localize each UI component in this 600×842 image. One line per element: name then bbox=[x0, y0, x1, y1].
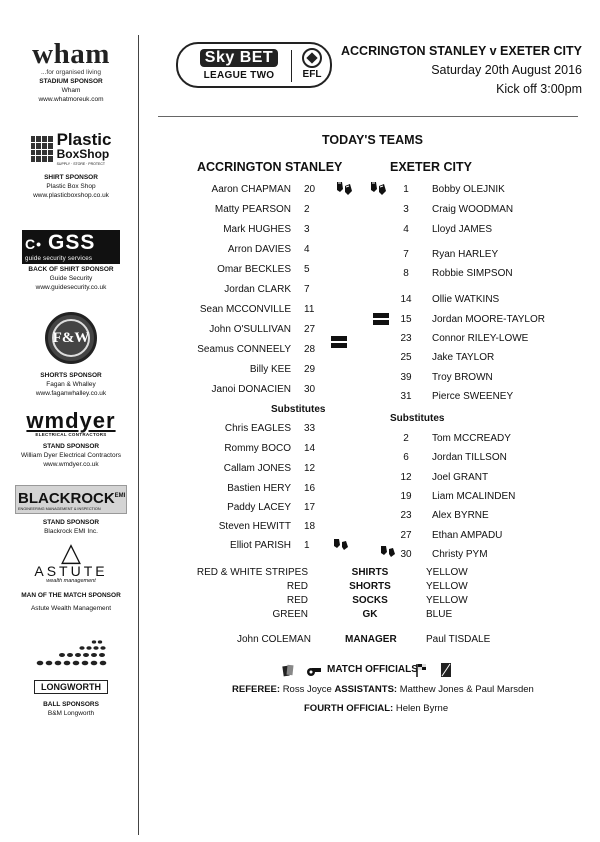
sponsor-wm-dyer: wmdyer ELECTRICAL CONTRACTORS STAND SPONSOR William Dyer Electrical Contractors www.wmdyer.co.uk bbox=[8, 410, 134, 468]
home-player-number: 7 bbox=[304, 284, 310, 295]
away-player-name: Pierce SWEENEY bbox=[432, 391, 514, 402]
home-kit-shorts: RED bbox=[286, 581, 308, 592]
away-sub-number: 30 bbox=[400, 549, 412, 560]
away-player-name: Lloyd JAMES bbox=[432, 224, 493, 235]
away-player-name: Connor RILEY-LOWE bbox=[432, 333, 529, 344]
match-date: Saturday 20th August 2016 bbox=[431, 63, 582, 77]
home-player-number: 28 bbox=[304, 344, 316, 355]
assistants-names: Matthew Jones & Paul Marsden bbox=[399, 684, 534, 695]
sponsor-plastic-box-shop bbox=[8, 132, 134, 199]
gss-logo: C• GSS guide security services bbox=[22, 230, 120, 264]
away-player-number: 25 bbox=[400, 352, 412, 363]
sponsor-url[interactable]: www.guidesecurity.co.uk bbox=[35, 284, 107, 291]
away-team-name: EXETER CITY bbox=[390, 160, 472, 174]
home-sub-number: 18 bbox=[304, 521, 316, 532]
home-sub-number: 33 bbox=[304, 423, 316, 434]
away-sub-name: Alex BYRNE bbox=[432, 510, 489, 521]
away-player-number: 1 bbox=[403, 184, 409, 195]
sponsor-role: STADIUM SPONSOR bbox=[39, 78, 103, 85]
away-player-number: 31 bbox=[400, 391, 412, 402]
armband-icon bbox=[373, 313, 389, 325]
sponsor-astute: △ ASTUTE wealth management MAN OF THE MATCH SPONSOR Astute Wealth Management bbox=[8, 542, 134, 612]
wham-logo: wham bbox=[32, 38, 110, 70]
match-kickoff: Kick off 3:00pm bbox=[496, 82, 582, 96]
home-player-name: Mark HUGHES bbox=[223, 224, 291, 235]
sponsor-url[interactable]: www.whatmoreuk.com bbox=[38, 96, 104, 103]
gloves-icon bbox=[368, 180, 388, 198]
sponsor-longworth bbox=[8, 638, 134, 717]
home-player-number: 3 bbox=[304, 224, 310, 235]
away-player-number: 23 bbox=[400, 333, 412, 344]
armband-icon bbox=[331, 336, 347, 348]
league-name: LEAGUE TWO bbox=[203, 70, 275, 81]
skybet-league-two-logo bbox=[176, 42, 332, 88]
sidebar-divider bbox=[138, 35, 139, 835]
sponsor-wham bbox=[8, 40, 134, 103]
sponsor-name: B&M Longworth bbox=[47, 710, 95, 717]
sponsor-name: Wham bbox=[61, 87, 81, 94]
home-player-number: 2 bbox=[304, 204, 310, 215]
kit-label-socks: SOCKS bbox=[352, 595, 388, 606]
sponsor-fagan-whalley bbox=[8, 312, 134, 397]
home-player-number: 27 bbox=[304, 324, 316, 335]
longworth-logo: LONGWORTH bbox=[34, 680, 108, 694]
away-player-number: 15 bbox=[400, 314, 412, 325]
sponsor-role: SHIRT SPONSOR bbox=[44, 174, 98, 181]
sponsor-name: William Dyer Electrical Contractors bbox=[20, 452, 122, 459]
home-sub-number: 17 bbox=[304, 502, 316, 513]
sponsor-role: STAND SPONSOR bbox=[42, 519, 100, 526]
away-sub-number: 27 bbox=[400, 530, 412, 541]
skybet-badge: Sky BET bbox=[200, 49, 278, 67]
away-player-number: 39 bbox=[400, 372, 412, 383]
sponsor-role: STAND SPONSOR bbox=[42, 443, 100, 450]
sponsor-name: Plastic Box Shop bbox=[46, 183, 96, 190]
home-player-number: 30 bbox=[304, 384, 316, 395]
sponsor-role: SHORTS SPONSOR bbox=[40, 372, 102, 379]
away-player-name: Jordan MOORE-TAYLOR bbox=[432, 314, 545, 325]
home-player-name: Seamus CONNEELY bbox=[197, 344, 291, 355]
sponsor-blackrock bbox=[8, 485, 134, 535]
home-player-name: Matty PEARSON bbox=[214, 204, 291, 215]
astute-triangle-icon: △ bbox=[61, 538, 81, 568]
manager-label: MANAGER bbox=[345, 634, 397, 645]
home-player-name: John O'SULLIVAN bbox=[209, 324, 291, 335]
match-title: ACCRINGTON STANLEY v EXETER CITY bbox=[340, 44, 582, 58]
home-sub-name: Chris EAGLES bbox=[224, 423, 291, 434]
gloves-icon bbox=[334, 180, 354, 198]
kit-label-shorts: SHORTS bbox=[349, 581, 391, 592]
fagan-whalley-seal-icon: F&W bbox=[45, 312, 97, 364]
referee-label: REFEREE: bbox=[232, 684, 281, 695]
home-player-name: Jordan CLARK bbox=[224, 284, 291, 295]
sponsor-guide-security bbox=[8, 230, 134, 291]
home-player-name: Billy KEE bbox=[249, 364, 291, 375]
sponsor-name: Astute Wealth Management bbox=[30, 605, 112, 612]
home-player-number: 11 bbox=[304, 304, 315, 315]
sponsor-name: Guide Security bbox=[49, 275, 93, 282]
away-sub-number: 12 bbox=[400, 472, 412, 483]
kit-label-shirts: SHIRTS bbox=[351, 567, 389, 578]
fourth-official-name: Helen Byrne bbox=[395, 703, 449, 714]
gloves-icon bbox=[379, 544, 397, 560]
home-substitutes-title: Substitutes bbox=[271, 404, 326, 415]
away-sub-name: Tom MCCREADY bbox=[432, 433, 511, 444]
efl-logo: EFL bbox=[296, 48, 328, 80]
home-sub-number: 14 bbox=[304, 443, 316, 454]
wham-tagline: ...for organised living bbox=[41, 69, 101, 76]
away-player-name: Bobby OLEJNIK bbox=[432, 184, 505, 195]
home-kit-socks: RED bbox=[286, 595, 308, 606]
away-player-number: 8 bbox=[403, 268, 409, 279]
board-icon bbox=[440, 662, 452, 678]
home-player-number: 4 bbox=[304, 244, 310, 255]
sponsor-name: Fagan & Whalley bbox=[46, 381, 96, 388]
away-player-number: 14 bbox=[400, 294, 412, 305]
plastic-box-shop-logo: Plastic BoxShop SUPPLY · STORE · PROTECT bbox=[8, 132, 134, 166]
sponsor-role: BALL SPONSORS bbox=[43, 701, 99, 708]
away-sub-number: 2 bbox=[403, 433, 409, 444]
away-sub-name: Ethan AMPADU bbox=[432, 530, 503, 541]
sponsor-url[interactable]: www.wmdyer.co.uk bbox=[43, 461, 99, 468]
referee-line bbox=[232, 684, 534, 695]
away-kit-socks: YELLOW bbox=[426, 595, 468, 606]
away-sub-name: Jordan TILLSON bbox=[432, 452, 507, 463]
box-grid-icon bbox=[31, 136, 53, 162]
home-player-name: Aaron CHAPMAN bbox=[211, 184, 291, 195]
home-kit-gk: GREEN bbox=[272, 609, 308, 620]
gloves-icon bbox=[332, 537, 350, 553]
home-sub-name: Bastien HERY bbox=[227, 483, 291, 494]
away-kit-shirts: YELLOW bbox=[426, 567, 468, 578]
away-sub-name: Christy PYM bbox=[432, 549, 488, 560]
whistle-icon bbox=[306, 665, 322, 677]
home-sub-name: Callam JONES bbox=[223, 463, 291, 474]
astute-logo: ASTUTE bbox=[34, 563, 108, 579]
away-player-name: Ollie WATKINS bbox=[432, 294, 500, 305]
away-player-name: Jake TAYLOR bbox=[432, 352, 495, 363]
home-kit-shirts: RED & WHITE STRIPES bbox=[196, 567, 308, 578]
home-player-name: Arron DAVIES bbox=[227, 244, 291, 255]
away-kit-gk: BLUE bbox=[426, 609, 453, 620]
home-player-number: 5 bbox=[304, 264, 310, 275]
wmdyer-logo: wmdyer bbox=[26, 408, 116, 433]
home-player-name: Omar BECKLES bbox=[217, 264, 291, 275]
kit-label-gk: GK bbox=[362, 609, 378, 620]
away-sub-name: Joel GRANT bbox=[432, 472, 489, 483]
blackrock-logo: $BLACKROCK^{EMI}$ ENGINEERING MANAGEMENT & INSPECTION bbox=[15, 485, 127, 514]
fourth-official-line bbox=[304, 703, 448, 714]
away-player-number: 3 bbox=[403, 204, 409, 215]
sponsor-role: BACK OF SHIRT SPONSOR bbox=[28, 266, 114, 273]
away-sub-number: 19 bbox=[400, 491, 412, 502]
officials-title: MATCH OFFICIALS bbox=[327, 664, 418, 675]
home-sub-number: 16 bbox=[304, 483, 316, 494]
away-player-number: 7 bbox=[403, 249, 409, 260]
flag-icon bbox=[414, 662, 432, 678]
home-player-name: Sean MCCONVILLE bbox=[199, 304, 291, 315]
home-sub-name: Elliot PARISH bbox=[230, 540, 291, 551]
away-kit-shorts: YELLOW bbox=[426, 581, 468, 592]
away-sub-number: 23 bbox=[400, 510, 412, 521]
away-player-name: Ryan HARLEY bbox=[432, 249, 499, 260]
referee-card-icon bbox=[282, 664, 294, 678]
sponsor-sidebar bbox=[0, 0, 138, 842]
sponsor-name: Blackrock EMI Inc. bbox=[44, 528, 98, 535]
home-sub-number: 1 bbox=[304, 540, 310, 551]
home-sub-name: Steven HEWITT bbox=[218, 521, 291, 532]
away-player-name: Troy BROWN bbox=[432, 372, 493, 383]
away-manager: Paul TISDALE bbox=[426, 634, 491, 645]
fourth-official-label: FOURTH OFFICIAL: bbox=[304, 703, 394, 714]
gss-mark-icon: C• bbox=[25, 236, 43, 252]
away-player-name: Craig WOODMAN bbox=[432, 204, 514, 215]
sponsor-role: MAN OF THE MATCH SPONSOR bbox=[21, 592, 121, 599]
teams-title: TODAY'S TEAMS bbox=[322, 133, 423, 147]
home-sub-number: 12 bbox=[304, 463, 316, 474]
home-player-number: 20 bbox=[304, 184, 316, 195]
away-player-number: 4 bbox=[403, 224, 409, 235]
away-player-name: Robbie SIMPSON bbox=[432, 268, 513, 279]
home-player-number: 29 bbox=[304, 364, 316, 375]
sponsor-url[interactable]: www.faganwhalley.co.uk bbox=[35, 390, 107, 397]
home-team-name: ACCRINGTON STANLEY bbox=[197, 160, 343, 174]
home-player-name: Janoi DONACIEN bbox=[211, 384, 291, 395]
away-substitutes-title: Substitutes bbox=[390, 413, 445, 424]
assistants-label: ASSISTANTS: bbox=[334, 684, 398, 695]
sponsor-url[interactable]: www.plasticboxshop.co.uk bbox=[33, 192, 109, 199]
football-icon bbox=[302, 48, 322, 68]
home-sub-name: Rommy BOCO bbox=[224, 443, 291, 454]
referee-name: Ross Joyce bbox=[282, 684, 332, 695]
home-manager: John COLEMAN bbox=[237, 634, 311, 645]
longworth-dots-icon bbox=[32, 638, 110, 672]
away-sub-number: 6 bbox=[403, 452, 409, 463]
away-sub-name: Liam MCALINDEN bbox=[432, 491, 516, 502]
home-sub-name: Paddy LACEY bbox=[227, 502, 291, 513]
header-divider bbox=[158, 116, 578, 117]
